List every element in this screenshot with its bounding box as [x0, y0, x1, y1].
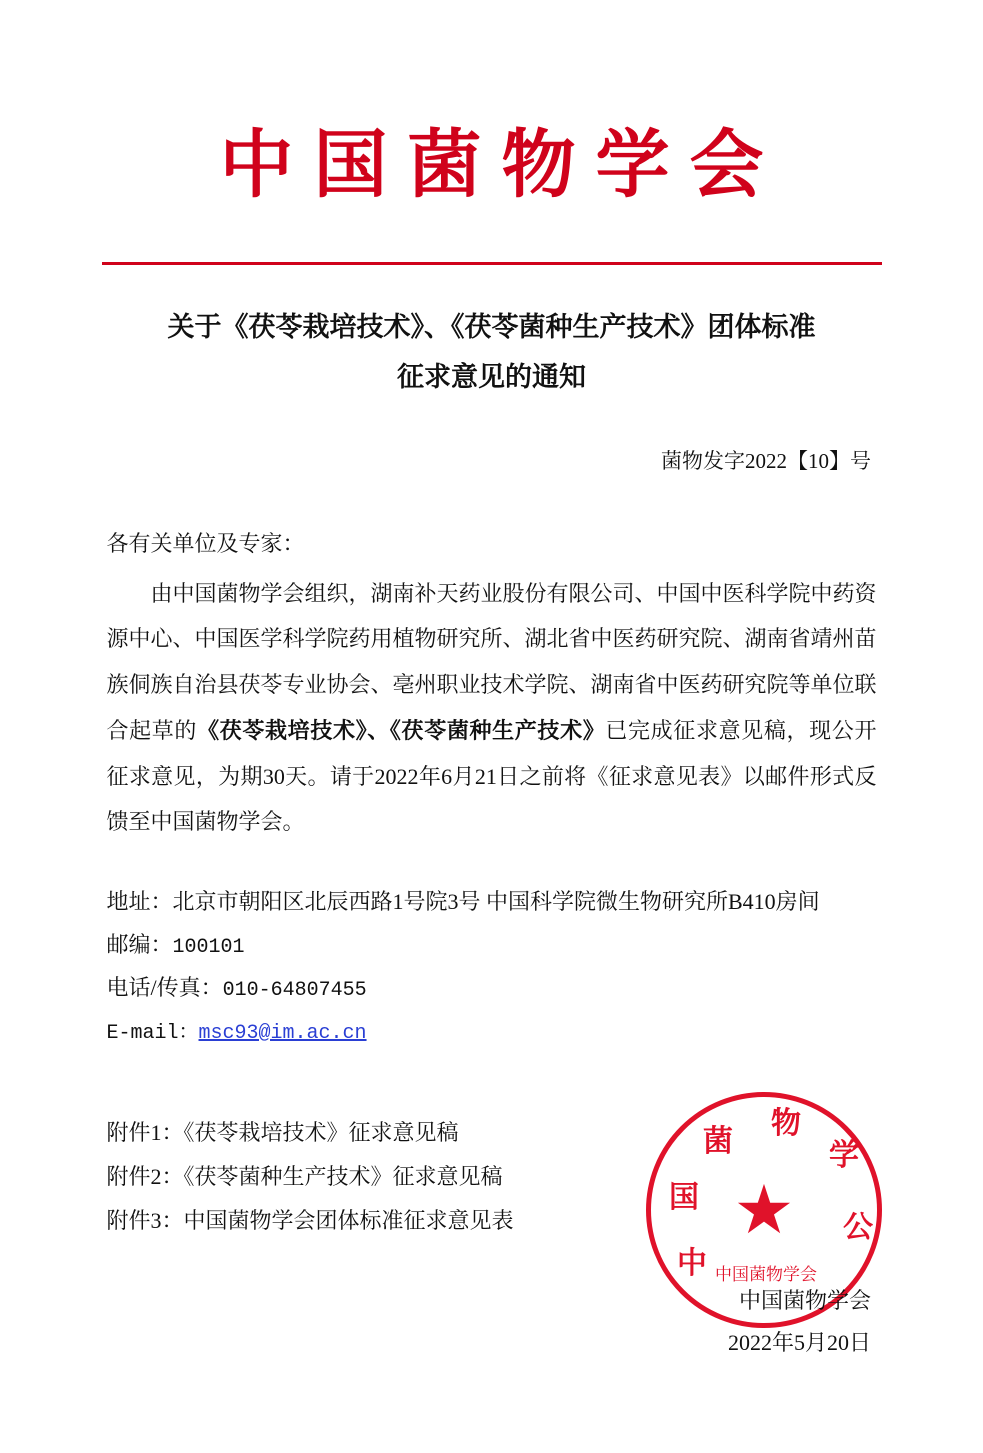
- page-title: [112, 303, 872, 403]
- body-paragraph-standards-bold: 《茯苓栽培技术》、《茯苓菌种生产技术》: [197, 717, 606, 743]
- seal-char-2: 菌: [703, 1124, 733, 1159]
- contact-info: [107, 881, 877, 1053]
- seal-char-5: 公: [843, 1210, 873, 1245]
- seal-bottom-text: 中国菌物学会: [715, 1265, 817, 1284]
- attachment-item: 附件3：中国菌物学会团体标准征求意见表: [106, 1208, 514, 1234]
- document-body: [107, 521, 877, 845]
- contact-postcode-label: 邮编：: [106, 932, 173, 958]
- contact-phone-value: 010-64807455: [222, 979, 367, 1003]
- contact-email-link[interactable]: msc93@im.ac.cn: [198, 1022, 367, 1046]
- seal-star-icon: ★: [733, 1172, 795, 1248]
- page-title-line-2: 征求意见的通知: [397, 361, 586, 392]
- contact-postcode: [107, 924, 877, 967]
- body-paragraph-part-1: 由中国菌物学会组织，湖南补天药业股份有限公司、中国中医科学院中药资源中心、中国医学科学院药用植物研究所、湖北省中医药研究院、湖南省靖州苗族侗族自治县茯苓专业协会、亳州职业技术学院、湖南省中医药研究院等单位联合起草的: [106, 580, 877, 743]
- attachment-item: 附件2：《茯苓菌种生产技术》征求意见稿: [106, 1164, 503, 1190]
- contact-postcode-value: 100101: [172, 936, 245, 960]
- letterhead-divider: [102, 262, 882, 265]
- contact-email-label: E-mail：: [106, 1022, 199, 1046]
- contact-address: 地址：北京市朝阳区北辰西路1号院3号 中国科学院微生物研究所B410房间: [106, 889, 820, 915]
- contact-phone: [107, 967, 877, 1010]
- contact-email: [107, 1010, 877, 1053]
- body-paragraph-part-2: 已完成征求意见稿，现公开征求意见，为期30天。请于2022年6月21日之前将《征求意见表》以邮件形式反馈至中国菌物学会。: [106, 717, 877, 835]
- salutation: 各有关单位及专家：: [106, 530, 305, 556]
- contact-phone-label: 电话/传真：: [106, 975, 223, 1001]
- signature-date: 2022年5月20日: [727, 1329, 871, 1355]
- signature-block: [728, 1280, 871, 1364]
- seal-char-1: 国: [669, 1180, 699, 1215]
- body-paragraph: [107, 571, 877, 846]
- attachment-item: 附件1：《茯苓栽培技术》征求意见稿: [106, 1120, 459, 1146]
- seal-char-3: 物: [771, 1106, 801, 1141]
- document-number: 菌物发字2022【10】号: [661, 448, 871, 473]
- signature-organization: 中国菌物学会: [738, 1288, 871, 1313]
- seal-char-4: 学: [829, 1138, 859, 1173]
- letterhead: [0, 0, 983, 265]
- page-title-line-1: 关于《茯苓栽培技术》、《茯苓菌种生产技术》团体标准: [167, 312, 816, 342]
- letterhead-organization: 中国菌物学会: [219, 122, 784, 208]
- seal-char-6: 中: [677, 1246, 707, 1281]
